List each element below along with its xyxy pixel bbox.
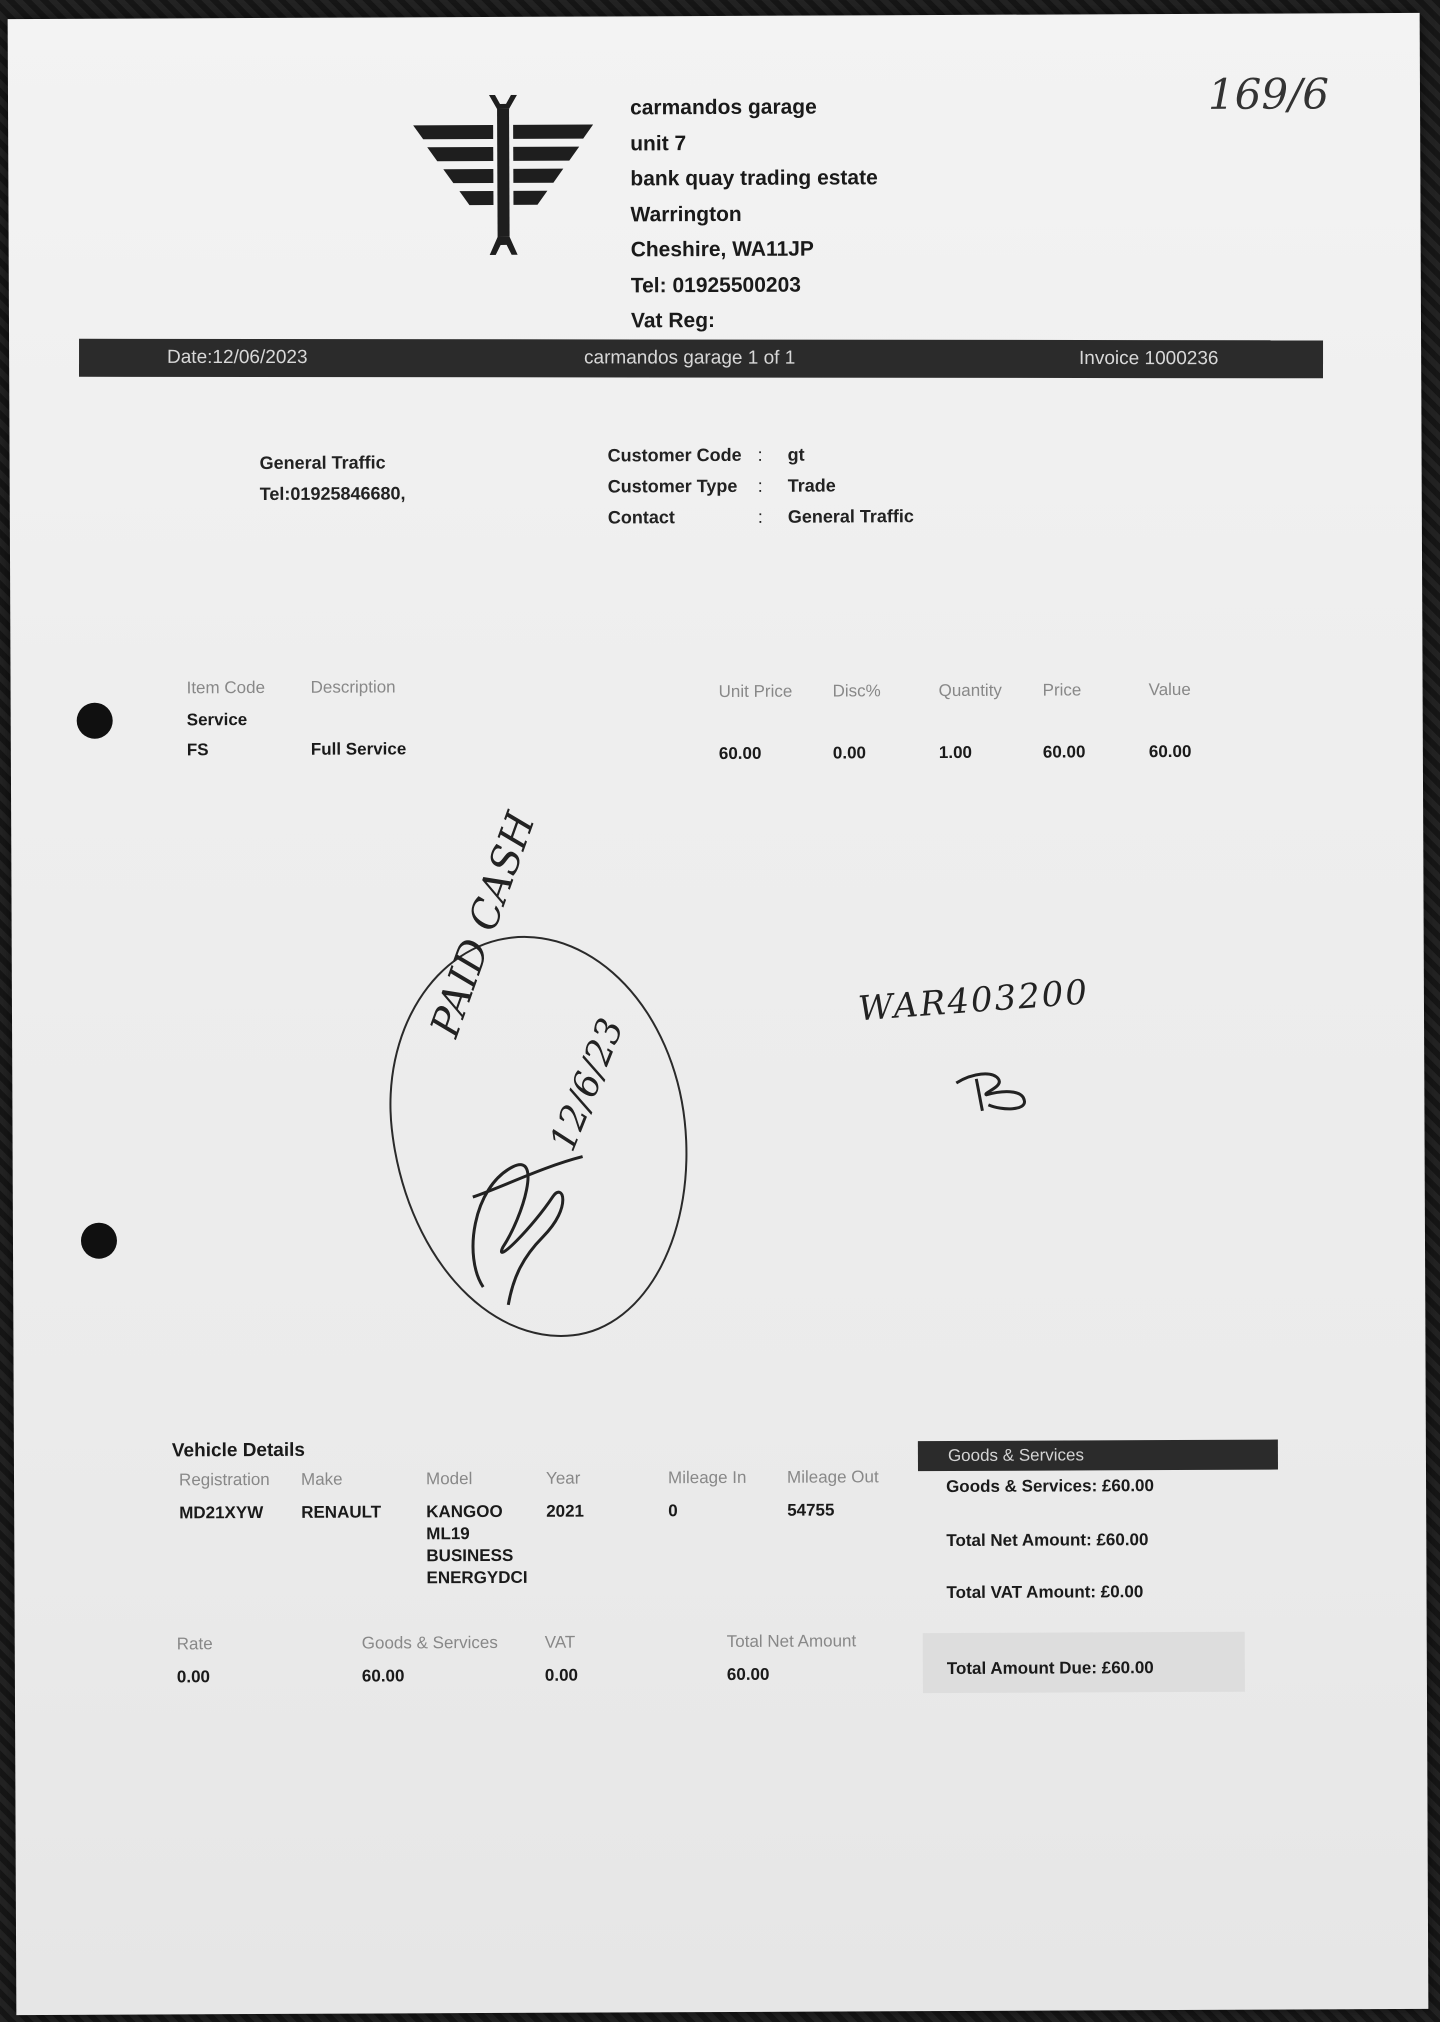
header-model: Model	[425, 1469, 473, 1489]
customer-type-label: Customer Type	[607, 475, 738, 497]
customer-code-label: Customer Code	[607, 444, 742, 466]
item-value: 60.00	[1148, 741, 1192, 762]
item-description: Full Service	[310, 739, 407, 759]
summary-rate: 0.00	[176, 1667, 211, 1687]
separator: :	[757, 475, 763, 496]
header-quantity: Quantity	[938, 680, 1002, 701]
total-net-amount: Total Net Amount: £60.00	[946, 1530, 1149, 1551]
separator: :	[757, 506, 763, 527]
header-disc: Disc%	[832, 681, 881, 701]
customer-telephone: Tel:01925846680,	[259, 483, 406, 504]
vehicle-details-table	[178, 1467, 939, 1588]
invoice-paper	[8, 13, 1429, 2015]
handwritten-initials-icon	[952, 1065, 1052, 1115]
goods-services-header: Goods & Services	[918, 1440, 1278, 1472]
paid-stamp-date: 12/6/23	[542, 1012, 633, 1157]
company-street: bank quay trading estate	[630, 166, 878, 191]
header-mileage-in: Mileage In	[667, 1467, 747, 1488]
header-year: Year	[545, 1468, 581, 1488]
vehicle-details-title: Vehicle Details	[171, 1439, 306, 1462]
vehicle-model-line-4: ENERGYDCI	[426, 1567, 528, 1588]
customer-details	[260, 447, 406, 510]
header-rate: Rate	[176, 1634, 213, 1654]
handwritten-war-reference: WAR403200	[856, 972, 1091, 1030]
summary-goods-services: 60.00	[361, 1666, 405, 1686]
customer-type-value: Trade	[787, 475, 836, 496]
customer-info-table	[607, 439, 913, 533]
item-unit-price: 60.00	[718, 743, 762, 763]
goods-services-total: Goods & Services: £60.00	[946, 1476, 1154, 1497]
invoice-header-bar	[79, 339, 1323, 379]
handwritten-signature-icon	[452, 1126, 613, 1307]
customer-type-row	[608, 470, 914, 502]
contact-label: Contact	[607, 507, 675, 528]
header-registration: Registration	[178, 1469, 270, 1490]
customer-name: General Traffic	[259, 452, 386, 473]
header-mileage-out: Mileage Out	[786, 1467, 879, 1487]
invoice-date: Date:12/06/2023	[167, 346, 308, 369]
company-address-block	[630, 89, 878, 339]
wrench-wings-logo-icon	[413, 95, 594, 256]
company-name: carmandos garage	[629, 95, 817, 120]
customer-code-value: gt	[787, 444, 805, 465]
header-vat: VAT	[544, 1632, 576, 1652]
line-items-table	[181, 674, 1241, 763]
item-quantity: 1.00	[938, 742, 972, 763]
invoice-number: Invoice 1000236	[1079, 348, 1219, 370]
summary-vat: 0.00	[544, 1665, 579, 1685]
company-telephone: Tel: 01925500203	[630, 273, 801, 297]
contact-row	[608, 501, 914, 533]
vehicle-make: RENAULT	[301, 1502, 382, 1522]
header-total-net-amount: Total Net Amount	[726, 1631, 857, 1651]
summary-total-net: 60.00	[726, 1664, 770, 1684]
header-value: Value	[1148, 679, 1191, 700]
handwritten-reference-top: 169/6	[1207, 69, 1330, 119]
header-company-page: carmandos garage 1 of 1	[584, 347, 796, 369]
company-vat-reg: Vat Reg:	[630, 309, 716, 333]
punch-hole-bottom	[81, 1223, 117, 1259]
vehicle-year: 2021	[546, 1501, 585, 1521]
item-code: FS	[186, 740, 209, 760]
header-make: Make	[300, 1469, 343, 1489]
total-vat-amount: Total VAT Amount: £0.00	[946, 1582, 1144, 1603]
paid-stamp-text: PAID CASH	[422, 806, 545, 1043]
vehicle-mileage-in: 0	[668, 1501, 678, 1521]
vehicle-model-line-2: ML19	[426, 1524, 470, 1544]
separator: :	[757, 444, 763, 465]
company-county-postcode: Cheshire, WA11JP	[630, 237, 814, 262]
header-description: Description	[310, 677, 396, 697]
item-disc: 0.00	[832, 743, 866, 763]
item-group-label: Service	[186, 710, 248, 730]
vehicle-model-line-1: KANGOO	[426, 1501, 503, 1522]
item-price: 60.00	[1042, 742, 1086, 762]
company-town: Warrington	[630, 202, 742, 226]
header-unit-price: Unit Price	[718, 681, 793, 701]
customer-code-row	[607, 439, 913, 471]
vehicle-registration: MD21XYW	[179, 1502, 264, 1523]
total-amount-due: Total Amount Due: £60.00	[946, 1658, 1154, 1679]
header-goods-services: Goods & Services	[361, 1632, 498, 1653]
vat-summary-table	[176, 1631, 937, 1687]
contact-value: General Traffic	[787, 506, 914, 527]
header-item-code: Item Code	[186, 677, 266, 698]
company-unit: unit 7	[630, 131, 687, 155]
header-price: Price	[1042, 680, 1082, 700]
vehicle-model-line-3: BUSINESS	[426, 1545, 514, 1566]
punch-hole-top	[77, 703, 113, 739]
vehicle-mileage-out: 54755	[787, 1500, 835, 1520]
